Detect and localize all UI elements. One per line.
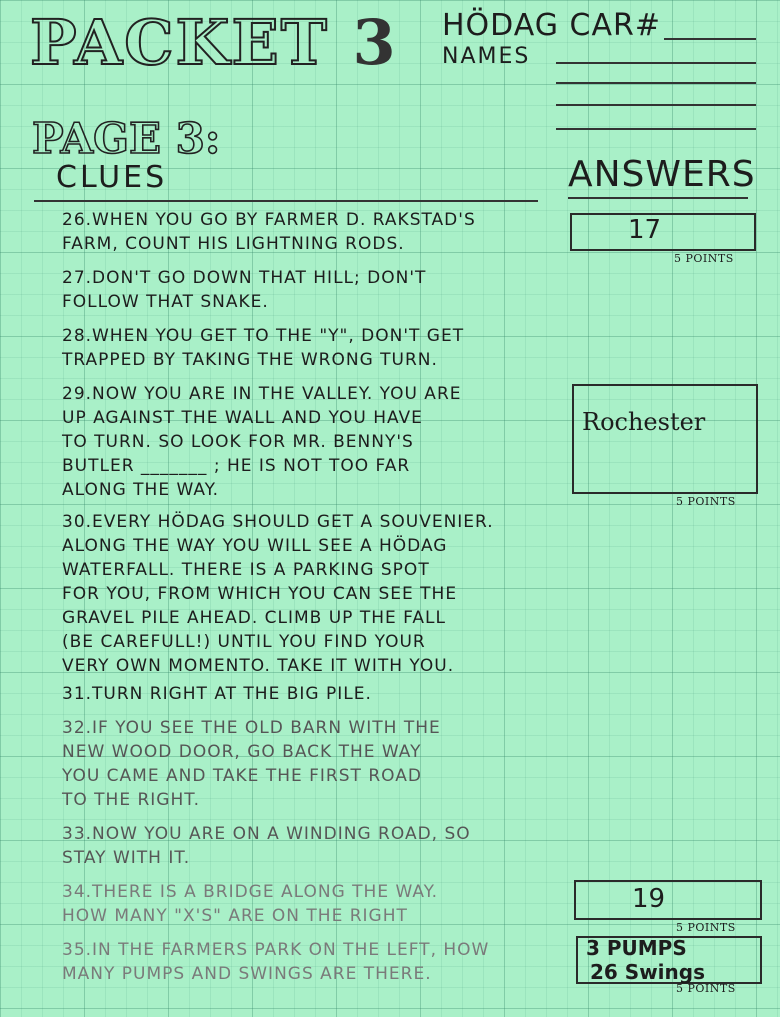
answer-35-swings: 26 Swings xyxy=(590,960,705,984)
clue-34: 34.THERE IS A BRIDGE ALONG THE WAY. HOW MANY "X'S" ARE ON THE RIGHT xyxy=(62,882,439,926)
names-label: NAMES xyxy=(442,44,531,69)
answer-box-35[interactable] xyxy=(576,936,762,984)
answer-34: 19 xyxy=(632,884,666,914)
answers-underline xyxy=(568,197,748,199)
answer-29: Rochester xyxy=(582,408,706,436)
clue-26: 26.WHEN YOU GO BY FARMER D. RAKSTAD'S FARM, COUNT HIS LIGHTNING RODS. xyxy=(62,210,476,254)
packet-number: 3 xyxy=(352,6,398,79)
name-line-2[interactable] xyxy=(556,82,756,84)
points-29: 5 POINTS xyxy=(676,495,736,508)
name-line-4[interactable] xyxy=(556,128,756,130)
clues-label: CLUES xyxy=(56,160,168,195)
clue-29: 29.NOW YOU ARE IN THE VALLEY. YOU ARE UP AGAINST THE WALL AND YOU HAVE TO TURN. SO LOOK FOR MR. BENNY'S BUTLER _______ ; HE IS NOT TOO FAR ALONG THE WAY. xyxy=(62,384,462,500)
clue-28: 28.WHEN YOU GET TO THE "Y", DON'T GET TRAPPED BY TAKING THE WRONG TURN. xyxy=(62,326,465,370)
clue-27: 27.DON'T GO DOWN THAT HILL; DON'T FOLLOW THAT SNAKE. xyxy=(62,268,427,312)
hodag-car-label: HÖDAG CAR# xyxy=(442,8,661,43)
name-line-1[interactable] xyxy=(556,62,756,64)
answer-35-pumps: 3 PUMPS xyxy=(586,936,687,960)
clue-30: 30.EVERY HÖDAG SHOULD GET A SOUVENIER. ALONG THE WAY YOU WILL SEE A HÖDAG WATERFALL. THERE IS A PARKING SPOT FOR YOU, FROM WHICH YOU CAN SEE THE GRAVEL PILE AHEAD. CLIMB UP THE FALL (BE CAREFULL!) UNTIL YOU FIND YOUR VERY OWN MOMENTO. TAKE IT WITH YOU. xyxy=(62,512,494,676)
name-line-3[interactable] xyxy=(556,104,756,106)
answer-box-26[interactable] xyxy=(570,213,756,251)
answers-label: ANSWERS xyxy=(568,154,756,195)
packet-title xyxy=(30,6,398,79)
answer-26: 17 xyxy=(628,215,662,245)
answer-box-29[interactable] xyxy=(572,384,758,494)
points-34: 5 POINTS xyxy=(676,921,736,934)
clue-32: 32.IF YOU SEE THE OLD BARN WITH THE NEW WOOD DOOR, GO BACK THE WAY YOU CAME AND TAKE THE FIRST ROAD TO THE RIGHT. xyxy=(62,718,441,810)
clue-31: 31.TURN RIGHT AT THE BIG PILE. xyxy=(62,684,372,704)
answer-box-34[interactable] xyxy=(574,880,762,920)
page-title: PAGE 3: xyxy=(32,114,221,163)
clues-underline xyxy=(34,200,538,202)
packet-word: PACKET xyxy=(30,6,329,79)
clue-33: 33.NOW YOU ARE ON A WINDING ROAD, SO STAY WITH IT. xyxy=(62,824,471,868)
points-26: 5 POINTS xyxy=(674,252,734,265)
car-number-line[interactable] xyxy=(664,38,756,40)
clue-35: 35.IN THE FARMERS PARK ON THE LEFT, HOW MANY PUMPS AND SWINGS ARE THERE. xyxy=(62,940,490,984)
points-35: 5 POINTS xyxy=(676,982,736,995)
